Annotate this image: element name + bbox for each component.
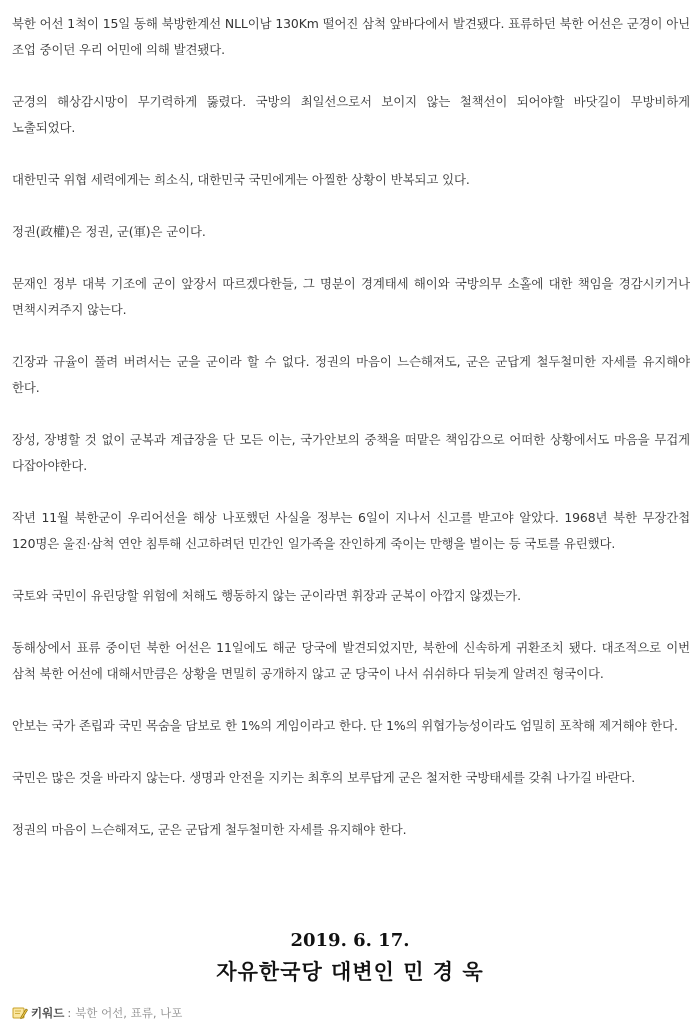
paragraph-1: 북한 어선 1척이 15일 동해 북방한계선 NLL이남 130Km 떨어진 삼척 앞바다에서 발견됐다. 표류하던 북한 어선은 군경이 아닌 조업 중이던 우리 어민에 의해 발견됐다. xyxy=(12,16,690,57)
keyword-list: 북한 어선, 표류, 나포 xyxy=(75,1006,183,1020)
paragraph-13: 정권의 마음이 느슨해져도, 군은 군답게 철두철미한 자세를 유지해야 한다. xyxy=(12,822,407,837)
release-date: 2019. 6. 17. xyxy=(290,930,410,951)
paragraph-5: 문재인 정부 대북 기조에 군이 앞장서 따르겠다한들, 그 명분이 경계태세 해이와 국방의무 소홀에 대한 책임을 경감시키거나 면책시켜주지 않는다. xyxy=(12,276,690,317)
paragraph-9: 국토와 국민이 유린당할 위험에 처해도 행동하지 않는 군이라면 휘장과 군복이 아깝지 않겠는가. xyxy=(12,588,521,603)
press-release-body xyxy=(12,11,690,869)
paragraph-6: 긴장과 규율이 풀려 버려서는 군을 군이라 할 수 없다. 정권의 마음이 느슨해져도, 군은 군답게 철두철미한 자세를 유지해야 한다. xyxy=(12,354,690,395)
paragraph-3: 대한민국 위협 세력에게는 희소식, 대한민국 국민에게는 아찔한 상황이 반복되고 있다. xyxy=(12,172,470,187)
paragraph-10: 동해상에서 표류 중이던 북한 어선은 11일에도 해군 당국에 발견되었지만, 북한에 신속하게 귀환조치 됐다. 대조적으로 이번 삼척 북한 어선에 대해서만큼은 상황을 면밀히 공개하지 않고 군 당국이 나서 쉬쉬하다 뒤늦게 알려진 형국이다. xyxy=(12,640,690,681)
keyword-bar xyxy=(12,1003,182,1023)
keyword-separator: : xyxy=(67,1006,72,1020)
paragraph-12: 국민은 많은 것을 바라지 않는다. 생명과 안전을 지키는 최후의 보루답게 군은 철저한 국방태세를 갖춰 나가길 바란다. xyxy=(12,770,636,785)
paragraph-2: 군경의 해상감시망이 무기력하게 뚫렸다. 국방의 최일선으로서 보이지 않는 철책선이 되어야할 바닷길이 무방비하게 노출되었다. xyxy=(12,94,690,135)
paragraph-8: 작년 11월 북한군이 우리어선을 해상 나포했던 사실을 정부는 6일이 지나서 신고를 받고야 알았다. 1968년 북한 무장간첩 120명은 울진·삼척 연안 침투해 신고하려던 민간인 일가족을 잔인하게 죽이는 만행을 벌이는 등 국토를 유린했다. xyxy=(12,510,690,551)
paragraph-4: 정권(政權)은 정권, 군(軍)은 군이다. xyxy=(12,224,206,239)
pencil-memo-icon xyxy=(12,1006,28,1020)
paragraph-11: 안보는 국가 존립과 국민 목숨을 담보로 한 1%의 게임이라고 한다. 단 1%의 위협가능성이라도 엄밀히 포착해 제거해야 한다. xyxy=(12,718,678,733)
spokesperson-signature: 자유한국당 대변인 민 경 욱 xyxy=(216,960,484,984)
keyword-label: 키워드 xyxy=(31,1006,65,1020)
paragraph-7: 장성, 장병할 것 없이 군복과 계급장을 단 모든 이는, 국가안보의 중책을 떠맡은 책임감으로 어떠한 상황에서도 마음을 무겁게 다잡아야한다. xyxy=(12,432,690,473)
